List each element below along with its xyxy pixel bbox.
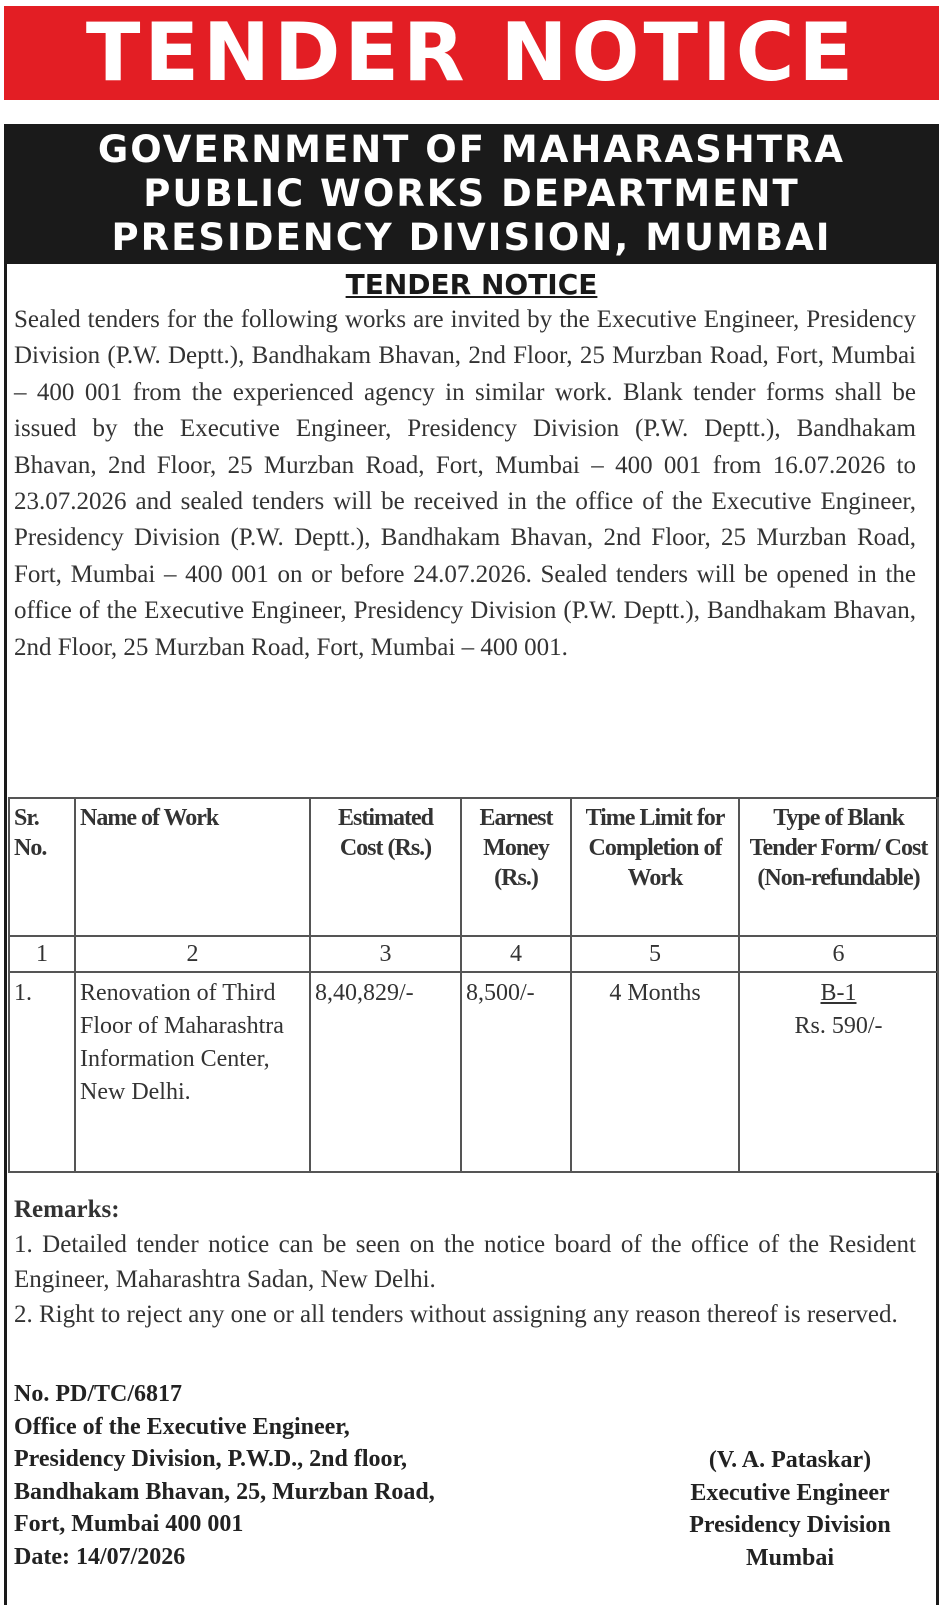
remarks-heading: Remarks: <box>14 1196 120 1223</box>
works-table <box>8 797 939 1173</box>
notice-subtitle <box>0 268 943 302</box>
remarks-section <box>14 1192 916 1332</box>
office-line: Presidency Division, P.W.D., 2nd floor, <box>14 1446 407 1472</box>
col-number: 6 <box>739 936 938 972</box>
banner-title: TENDER NOTICE <box>4 6 939 100</box>
header-line-government: GOVERNMENT OF MAHARASHTRA <box>97 128 846 171</box>
reference-number: No. PD/TC/6817 <box>14 1381 182 1407</box>
cell-form-type <box>739 972 938 1172</box>
col-header-form: Type of Blank Tender Form/ Cost (Non-refundable) <box>739 798 938 936</box>
col-header-cost: Estimated Cost (Rs.) <box>310 798 461 936</box>
remark-item: 2. Right to reject any one or all tenders without assigning any reason thereof is reserved. <box>14 1301 898 1328</box>
col-number: 5 <box>571 936 739 972</box>
cell-work-name: Renovation of Third Floor of Maharashtra Information Center, New Delhi. <box>75 972 310 1172</box>
form-cost: Rs. 590/- <box>794 1013 883 1039</box>
cell-time-limit: 4 Months <box>571 972 739 1172</box>
office-line: Office of the Executive Engineer, <box>14 1413 350 1440</box>
table-header-row <box>9 798 938 936</box>
cell-sr: 1. <box>9 972 75 1172</box>
office-address <box>14 1378 614 1573</box>
col-header-name: Name of Work <box>75 798 310 936</box>
signatory-block <box>640 1444 940 1574</box>
column-number-row <box>9 936 938 972</box>
signatory-city: Mumbai <box>745 1544 834 1571</box>
notice-date: Date: 14/07/2026 <box>14 1543 186 1570</box>
office-line: Fort, Mumbai 400 001 <box>14 1511 244 1537</box>
table-row <box>9 972 938 1172</box>
form-type-code: B-1 <box>820 980 857 1006</box>
signatory-designation: Executive Engineer <box>690 1479 890 1506</box>
notice-subtitle-text: TENDER NOTICE <box>345 268 598 301</box>
header-line-department: PUBLIC WORKS DEPARTMENT <box>143 172 800 215</box>
department-header <box>4 124 939 264</box>
col-number: 2 <box>75 936 310 972</box>
col-number: 3 <box>310 936 461 972</box>
cell-earnest-money: 8,500/- <box>461 972 571 1172</box>
signatory-division: Presidency Division <box>689 1512 891 1538</box>
signatory-name: (V. A. Pataskar) <box>708 1447 872 1473</box>
col-number: 1 <box>9 936 75 972</box>
header-line-division: PRESIDENCY DIVISION, MUMBAI <box>111 216 832 259</box>
col-number: 4 <box>461 936 571 972</box>
remark-item: 1. Detailed tender notice can be seen on the notice board of the office of the Resident Engineer, Maharashtra Sadan, New Delhi. <box>14 1231 916 1293</box>
col-header-sr: Sr. No. <box>9 798 75 936</box>
col-header-time: Time Limit for Completion of Work <box>571 798 739 936</box>
cell-estimated-cost: 8,40,829/- <box>310 972 461 1172</box>
intro-paragraph: Sealed tenders for the following works are invited by the Executive Engineer, Presidency Division (P.W. Deptt.), Bandhakam Bhavan, 2nd Floor, 25 Murzban Road, Fort, Mumbai – 400 001 from the experienced agency in similar work. Blank tender forms shall be issued by the Executive Engineer, Presidency Division (P.W. Deptt.), Bandhakam Bhavan, 2nd Floor, 25 Murzban Road, Fort, Mumbai – 400 001 from 16.07.2026 to 23.07.2026 and sealed tenders will be received in the office of the Executive Engineer, Presidency Division (P.W. Deptt.), Bandhakam Bhavan, 2nd Floor, 25 Murzban Road, Fort, Mumbai – 400 001 on or before 24.07.2026. Sealed tenders will be opened in the office of the Executive Engineer, Presidency Division (P.W. Deptt.), Bandhakam Bhavan, 2nd Floor, 25 Murzban Road, Fort, Mumbai – 400 001. <box>14 306 916 661</box>
col-header-emd: Earnest Money (Rs.) <box>461 798 571 936</box>
office-line: Bandhakam Bhavan, 25, Murzban Road, <box>14 1478 435 1505</box>
